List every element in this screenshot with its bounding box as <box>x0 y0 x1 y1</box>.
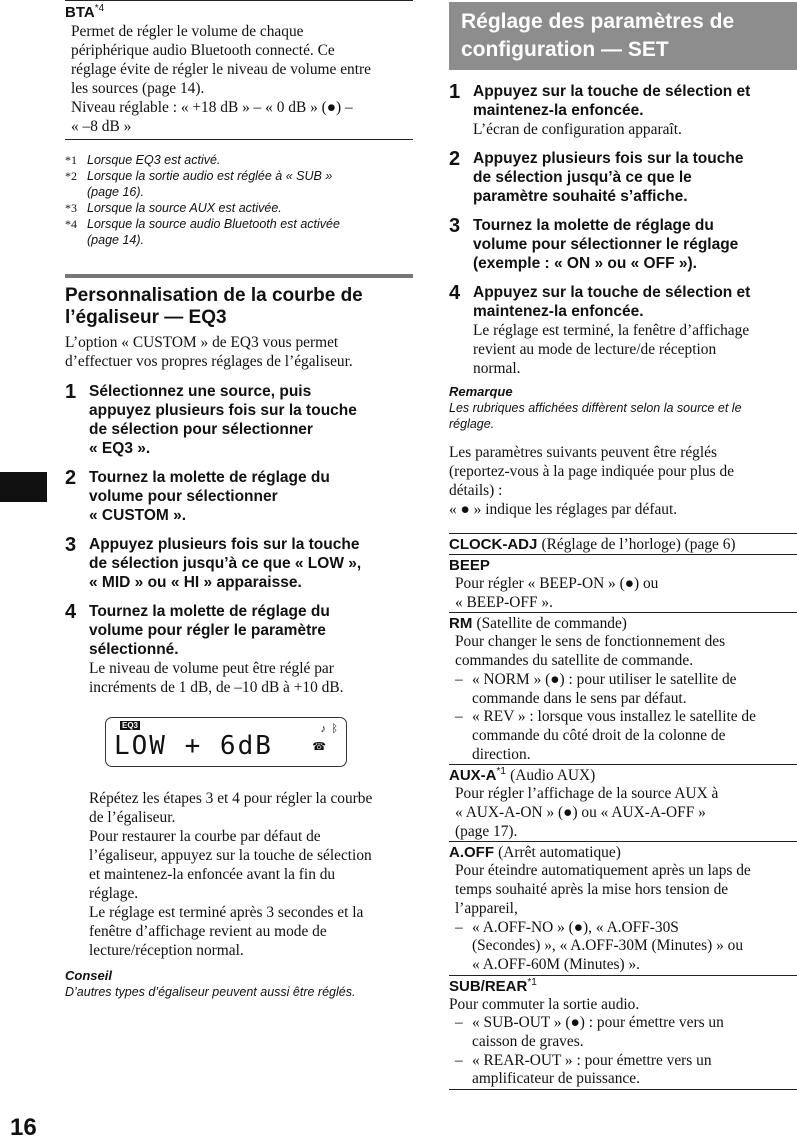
footnote: *2 Lorsque la sortie audio est réglée à « SUB » <box>65 169 333 183</box>
set-step-1: 1 Appuyez sur la touche de sélection et maintenez-la enfoncée. L’écran de configuration apparaît. <box>449 81 751 138</box>
settings-list <box>449 533 797 1090</box>
remark-text: Les rubriques affichées diffèrent selon la source et le réglage. <box>449 401 742 431</box>
tip-text: D’autres types d’égaliseur peuvent aussi être réglés. <box>65 985 356 999</box>
tip-box <box>65 968 413 1000</box>
text-line: Permet de régler le volume de chaque <box>71 23 304 40</box>
list-item: – « A.OFF-NO » (●), « A.OFF-30S <box>455 918 679 936</box>
eq3-step-1: 1 Sélectionnez une source, puis appuyez plusieurs fois sur la touche de sélection pour sélectionner « EQ3 ». <box>65 381 357 457</box>
page-number: 16 <box>10 1114 37 1141</box>
text-line: « –8 dB » <box>71 118 132 135</box>
setting-rm: RM (Satellite de commande) Pour changer le sens de fonctionnement des commandes du satellite de commande. – « NORM » (●) : pour utiliser le satellite de commande dans le sens par défaut. – « REV » : lorsque vous installez le satellite de commande du côté droit de la colonne de direction. <box>449 612 797 764</box>
text-line: les sources (page 14). <box>71 80 205 97</box>
setting-a-off: A.OFF (Arrêt automatique) Pour éteindre automatiquement après un laps de temps souhaité après la mise hors tension de l’appareil, – « A.OFF-NO » (●), « A.OFF-30S (Secondes) », « A.OFF-30M (Minutes) » ou « A.OFF-60M (Minutes) ». <box>449 841 797 974</box>
set-step-3: 3 Tournez la molette de réglage du volume pour sélectionner le réglage (exemple : « ON » ou « OFF »). <box>449 215 739 272</box>
eq3-step-4: 4 Tournez la molette de réglage du volume pour régler le paramètre sélectionné. Le niveau de volume peut être réglé par incréments de 1 dB, de –10 dB à +10 dB. <box>65 601 344 696</box>
eq3-intro: L’option « CUSTOM » de EQ3 vous permet d’effectuer vos propres réglages de l’égaliseur. <box>65 334 353 370</box>
lcd-eq3-indicator: EQ3 <box>122 721 139 730</box>
lcd-segment-text: LOW + 6dB <box>114 731 273 761</box>
set-section-title: Réglage des paramètres de configuration — SET <box>449 2 797 70</box>
params-intro: Les paramètres suivants peuvent être réglés (reportez-vous à la page indiquée pour plus de détails) : « ● » indique les réglages par défaut. <box>449 444 735 518</box>
footnote-cont: (page 14). <box>87 233 144 247</box>
text-line: réglage évite de régler le niveau de volume entre <box>71 61 371 78</box>
list-item: – « SUB-OUT » (●) : pour émettre vers un <box>455 1014 724 1032</box>
list-item: – « NORM » (●) : pour utiliser le satellite de <box>455 670 737 688</box>
eq3-step-2: 2 Tournez la molette de réglage du volume pour sélectionner « CUSTOM ». <box>65 467 330 524</box>
remark-title: Remarque <box>449 384 513 399</box>
text-line: périphérique audio Bluetooth connecté. Ce <box>71 42 335 59</box>
text-line: Niveau réglable : « +18 dB » – « 0 dB » (●) – <box>71 99 353 116</box>
list-item: – « REAR-OUT » : pour émettre vers un <box>455 1051 712 1069</box>
bta-entry <box>65 1 413 136</box>
footnote: *4 Lorsque la source audio Bluetooth est activée <box>65 217 340 231</box>
set-step-4: 4 Appuyez sur la touche de sélection et maintenez-la enfoncée. Le réglage est terminé, la fenêtre d’affichage revient au mode de lecture/de réception normal. <box>449 282 751 377</box>
bluetooth-audio-icon: ♪ <box>320 723 326 735</box>
right-column <box>449 0 797 1090</box>
setting-clock-adj: CLOCK-ADJ (Réglage de l’horloge) (page 6) <box>449 533 797 554</box>
bta-description <box>65 22 413 136</box>
bta-heading: BTA <box>65 4 95 21</box>
footnote-cont: (page 16). <box>87 185 144 199</box>
bluetooth-icon: ᛒ <box>331 723 338 735</box>
eq3-after-text: Répétez les étapes 3 et 4 pour régler la courbe de l’égaliseur. Pour restaurer la courbe par défaut de l’égaliseur, appuyez sur la touche de sélection et maintenez-la enfoncée avant la fin du réglage. Le réglage est terminé après 3 secondes et la fenêtre d’affichage revient au mode de lecture/réception normal. <box>89 790 373 959</box>
tip-title: Conseil <box>65 968 112 983</box>
bta-footnote-mark: *4 <box>94 3 105 14</box>
section-divider <box>65 274 413 278</box>
eq3-section-title: Personnalisation de la courbe de l’égaliseur — EQ3 <box>65 285 363 328</box>
setting-aux-a: AUX-A$^{*1}$ (Audio AUX) Pour régler l’affichage de la source AUX à « AUX-A-ON » (●) ou « AUX-A-OFF » (page 17). <box>449 764 797 841</box>
setting-sub-rear: SUB/REAR$^{*1}$ Pour commuter la sortie audio. – « SUB-OUT » (●) : pour émettre vers un caisson de graves. – « REAR-OUT » : pour émettre vers un amplificateur de puissance. <box>449 975 797 1091</box>
remark-box <box>449 384 797 432</box>
bta-bottom-rule <box>65 139 413 140</box>
section-thumb-tab <box>0 472 47 502</box>
footnotes <box>65 152 413 248</box>
footnote: *3 Lorsque la source AUX est activée. <box>65 201 282 215</box>
setting-beep: BEEP Pour régler « BEEP-ON » (●) ou « BEEP-OFF ». <box>449 554 797 612</box>
set-step-2: 2 Appuyez plusieurs fois sur la touche de sélection jusqu’à ce que le paramètre souhaité s’affiche. <box>449 148 744 205</box>
lcd-display-illustration <box>105 717 347 767</box>
left-column <box>65 0 413 1000</box>
footnote: *1 Lorsque EQ3 est activé. <box>65 153 221 167</box>
list-item: – « REV » : lorsque vous installez le satellite de <box>455 708 756 726</box>
phone-icon: ☎ <box>312 741 326 753</box>
eq3-step-3: 3 Appuyez plusieurs fois sur la touche de sélection jusqu’à ce que « LOW », « MID » ou « HI » apparaisse. <box>65 534 362 591</box>
